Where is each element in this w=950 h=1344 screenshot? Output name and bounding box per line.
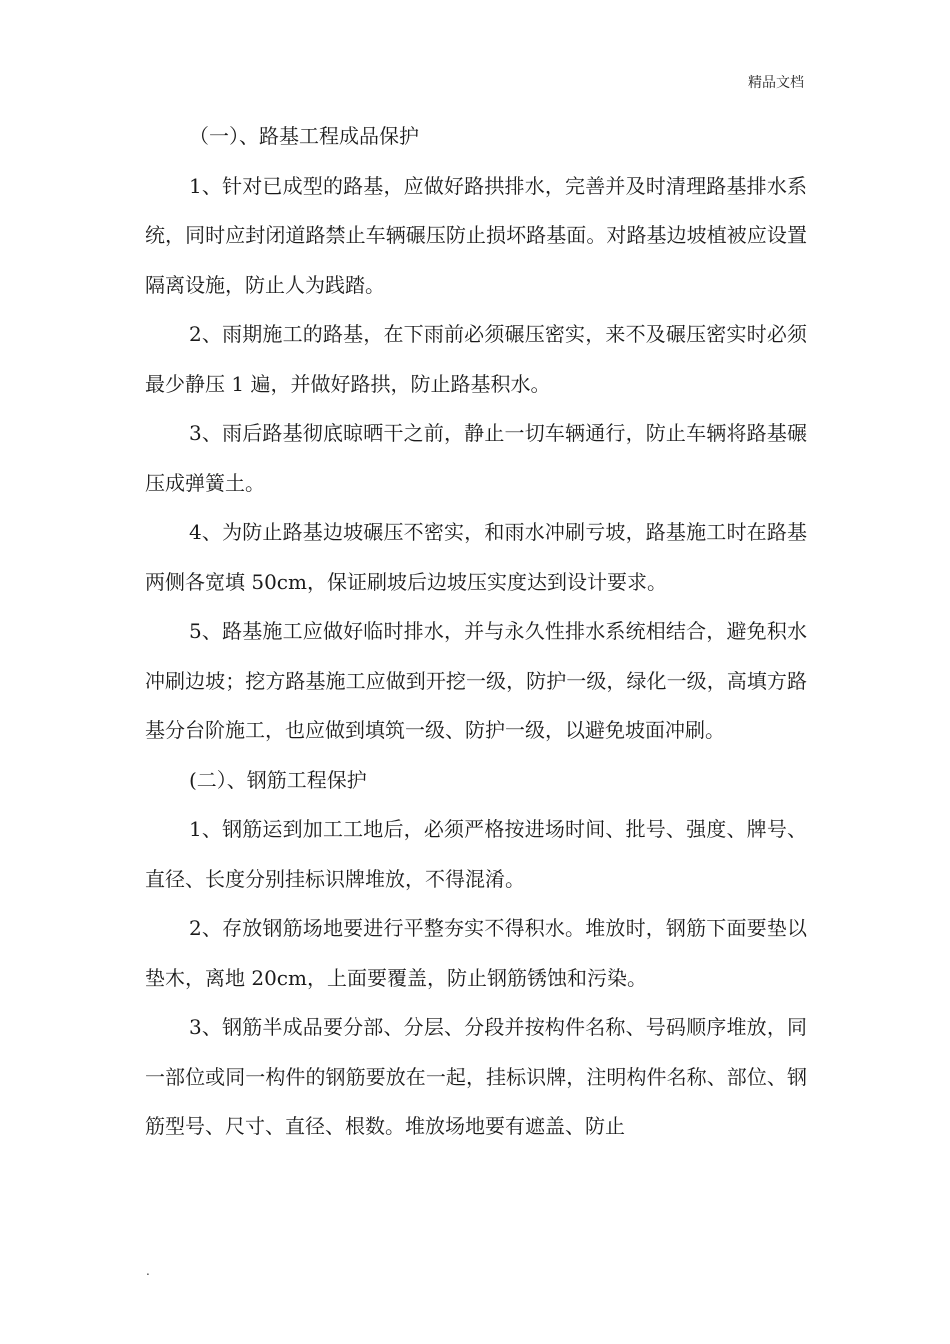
header-label: 精品文档 bbox=[748, 75, 804, 91]
section-heading-1: （一）、路基工程成品保护 bbox=[189, 124, 419, 148]
paragraph: 4、为防止路基边坡碾压不密实，和雨水冲刷亏坡，路基施工时在路基两侧各宽填 50cm，保证刷坡后边坡压实度达到设计要求。 bbox=[145, 520, 807, 594]
paragraph: 3、钢筋半成品要分部、分层、分段并按构件名称、号码顺序堆放，同一部位或同一构件的钢筋要放在一起，挂标识牌，注明构件名称、部位、钢筋型号、尺寸、直径、根数。堆放场地要有遮盖、防止 bbox=[145, 1015, 807, 1138]
paragraph: 1、钢筋运到加工工地后，必须严格按进场时间、批号、强度、牌号、直径、长度分别挂标识牌堆放，不得混淆。 bbox=[145, 817, 807, 891]
document-body bbox=[145, 112, 807, 1152]
paragraph: 5、路基施工应做好临时排水，并与永久性排水系统相结合，避免积水冲刷边坡；挖方路基施工应做到开挖一级，防护一级，绿化一级，高填方路基分台阶施工，也应做到填筑一级、防护一级，以避免坡面冲刷。 bbox=[145, 619, 807, 742]
paragraph: 3、雨后路基彻底晾晒干之前，静止一切车辆通行，防止车辆将路基碾压成弹簧土。 bbox=[145, 421, 807, 495]
section-heading-2: (二）、钢筋工程保护 bbox=[189, 767, 367, 792]
paragraph: 2、存放钢筋场地要进行平整夯实不得积水。堆放时，钢筋下面要垫以垫木，离地 20cm，上面要覆盖，防止钢筋锈蚀和污染。 bbox=[145, 916, 807, 990]
paragraph: 1、针对已成型的路基，应做好路拱排水，完善并及时清理路基排水系统，同时应封闭道路禁止车辆碾压防止损坏路基面。对路基边坡植被应设置隔离设施，防止人为践踏。 bbox=[145, 173, 807, 297]
footer-mark: . bbox=[146, 1264, 150, 1278]
paragraph: 2、雨期施工的路基，在下雨前必须碾压密实，来不及碾压密实时必须最少静压 1 遍，并做好路拱，防止路基积水。 bbox=[145, 322, 807, 396]
